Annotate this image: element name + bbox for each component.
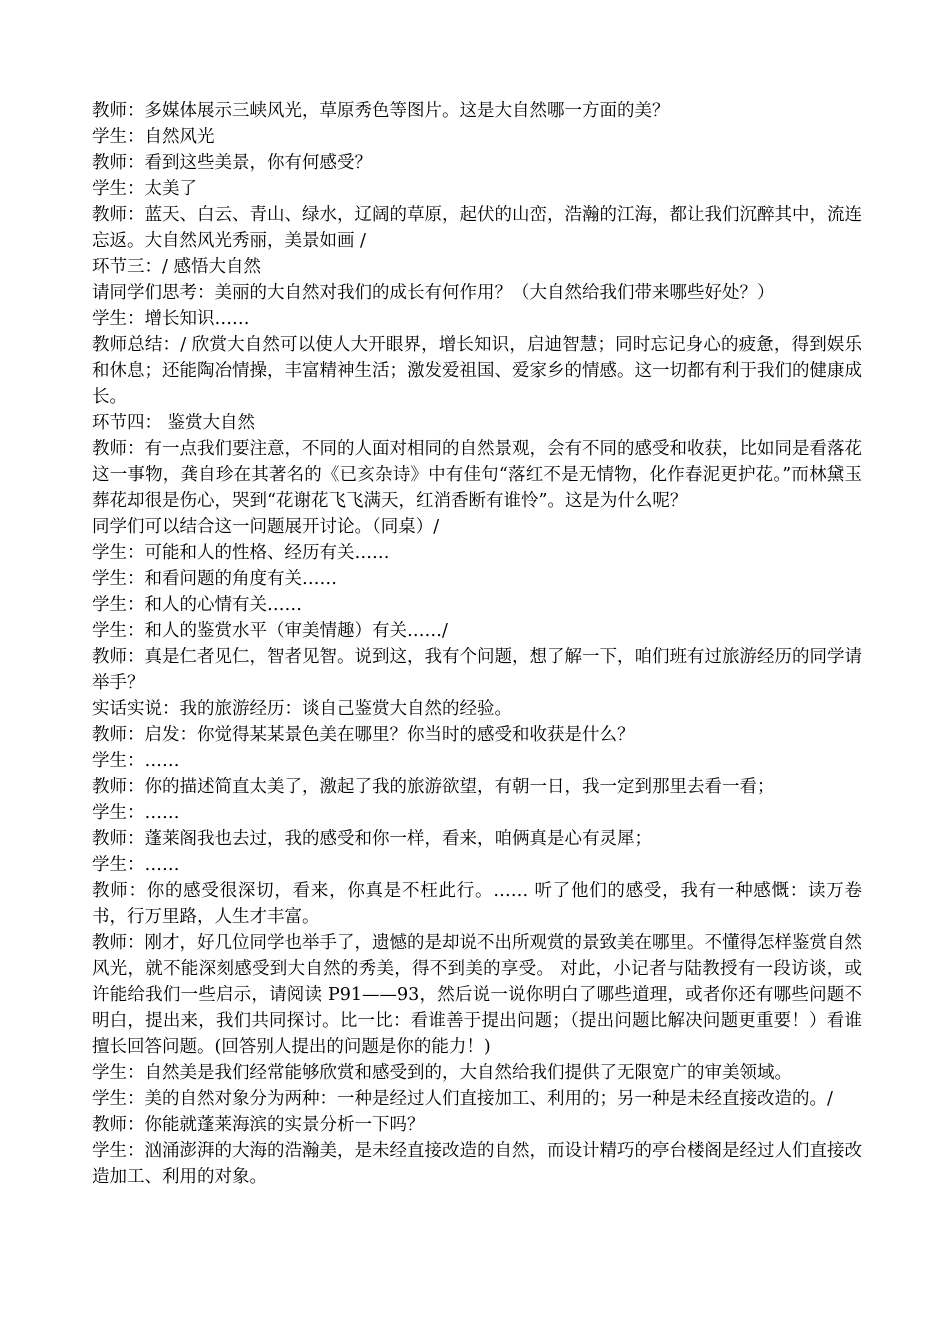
document-paragraph: 教师：有一点我们要注意，不同的人面对相同的自然景观，会有不同的感受和收获，比如同是看落花这一事物，龚自珍在其著名的《已亥杂诗》中有佳句“落红不是无情物，化作春泥更护花。”而林黛玉葬花却很是伤心，哭到“花谢花飞飞满天，红消香断有谁怜”。这是为什么呢？: [92, 439, 862, 511]
document-paragraph: 学生：汹涌澎湃的大海的浩瀚美，是未经直接改造的自然，而设计精巧的亭台楼阁是经过人们直接改造加工、利用的对象。: [92, 1141, 862, 1187]
document-paragraph: 学生：太美了: [92, 179, 197, 199]
document-paragraph: 教师：启发：你觉得某某景色美在哪里？你当时的感受和收获是什么？: [92, 725, 635, 745]
document-paragraph: 学生：增长知识……: [92, 309, 250, 329]
document-paragraph: 学生：自然美是我们经常能够欣赏和感受到的，大自然给我们提供了无限宽广的审美领域。: [92, 1063, 792, 1083]
document-paragraph: 学生：和看问题的角度有关……: [92, 569, 337, 589]
document-paragraph: 学生：和人的鉴赏水平（审美情趣）有关……/: [92, 621, 448, 641]
document-paragraph: 教师：看到这些美景，你有何感受？: [92, 153, 372, 173]
document-paragraph: 教师：真是仁者见仁，智者见智。说到这，我有个问题，想了解一下，咱们班有过旅游经历的同学请举手？: [92, 647, 862, 693]
document-paragraph: 教师：你的描述简直太美了，激起了我的旅游欲望，有朝一日，我一定到那里去看一看；: [92, 777, 775, 797]
document-paragraph: 环节四： 鉴赏大自然: [92, 413, 256, 433]
document-paragraph: 学生：……: [92, 803, 180, 823]
document-paragraph: 学生：美的自然对象分为两种：一种是经过人们直接加工、利用的；另一种是未经直接改造的。/: [92, 1089, 833, 1109]
document-paragraph: 学生：和人的心情有关……: [92, 595, 302, 615]
document-paragraph: 教师：你能就蓬莱海滨的实景分析一下吗？: [92, 1115, 425, 1135]
document-paragraph: 教师：蓝天、白云、青山、绿水，辽阔的草原，起伏的山峦，浩瀚的江海，都让我们沉醉其中，流连忘返。大自然风光秀丽，美景如画 /: [92, 205, 862, 251]
document-paragraph: 请同学们思考：美丽的大自然对我们的成长有何作用？（大自然给我们带来哪些好处？）: [92, 283, 775, 303]
document-paragraph: 学生：可能和人的性格、经历有关……: [92, 543, 390, 563]
document-paragraph: 学生：……: [92, 855, 180, 875]
document-paragraph: 教师：多媒体展示三峡风光，草原秀色等图片。这是大自然哪一方面的美？: [92, 101, 670, 121]
document-paragraph: 教师总结：/ 欣赏大自然可以使人大开眼界，增长知识，启迪智慧；同时忘记身心的疲惫，得到娱乐和休息；还能陶冶情操，丰富精神生活；激发爱祖国、爱家乡的情感。这一切都有利于我们的健康成长。: [92, 335, 862, 407]
document-paragraph: 学生：自然风光: [92, 127, 215, 147]
document-paragraph: 同学们可以结合这一问题展开讨论。（同桌）/: [92, 517, 440, 537]
document-paragraph: 教师：蓬莱阁我也去过，我的感受和你一样，看来，咱俩真是心有灵犀；: [92, 829, 652, 849]
document-paragraph: 学生：……: [92, 751, 180, 771]
document-paragraph: 教师：你的感受很深切，看来，你真是不枉此行。…… 听了他们的感受，我有一种感慨：读万卷书，行万里路，人生才丰富。: [92, 881, 862, 927]
document-paragraph: 环节三：/ 感悟大自然: [92, 257, 261, 277]
document-paragraph: 实话实说：我的旅游经历：谈自己鉴赏大自然的经验。: [92, 699, 512, 719]
document-page: [92, 98, 862, 1190]
document-paragraph: 教师：刚才，好几位同学也举手了，遗憾的是却说不出所观赏的景致美在哪里。不懂得怎样鉴赏自然风光，就不能深刻感受到大自然的秀美，得不到美的享受。 对此，小记者与陆教授有一段访谈，或许能给我们一些启示，请阅读 P91——93，然后说一说你明白了哪些道理，或者你还有哪些问题不明白，提出来，我们共同探讨。比一比：看谁善于提出问题；（提出问题比解决问题更重要！）看谁擅长回答问题。(回答别人提出的问题是你的能力！): [92, 933, 862, 1057]
